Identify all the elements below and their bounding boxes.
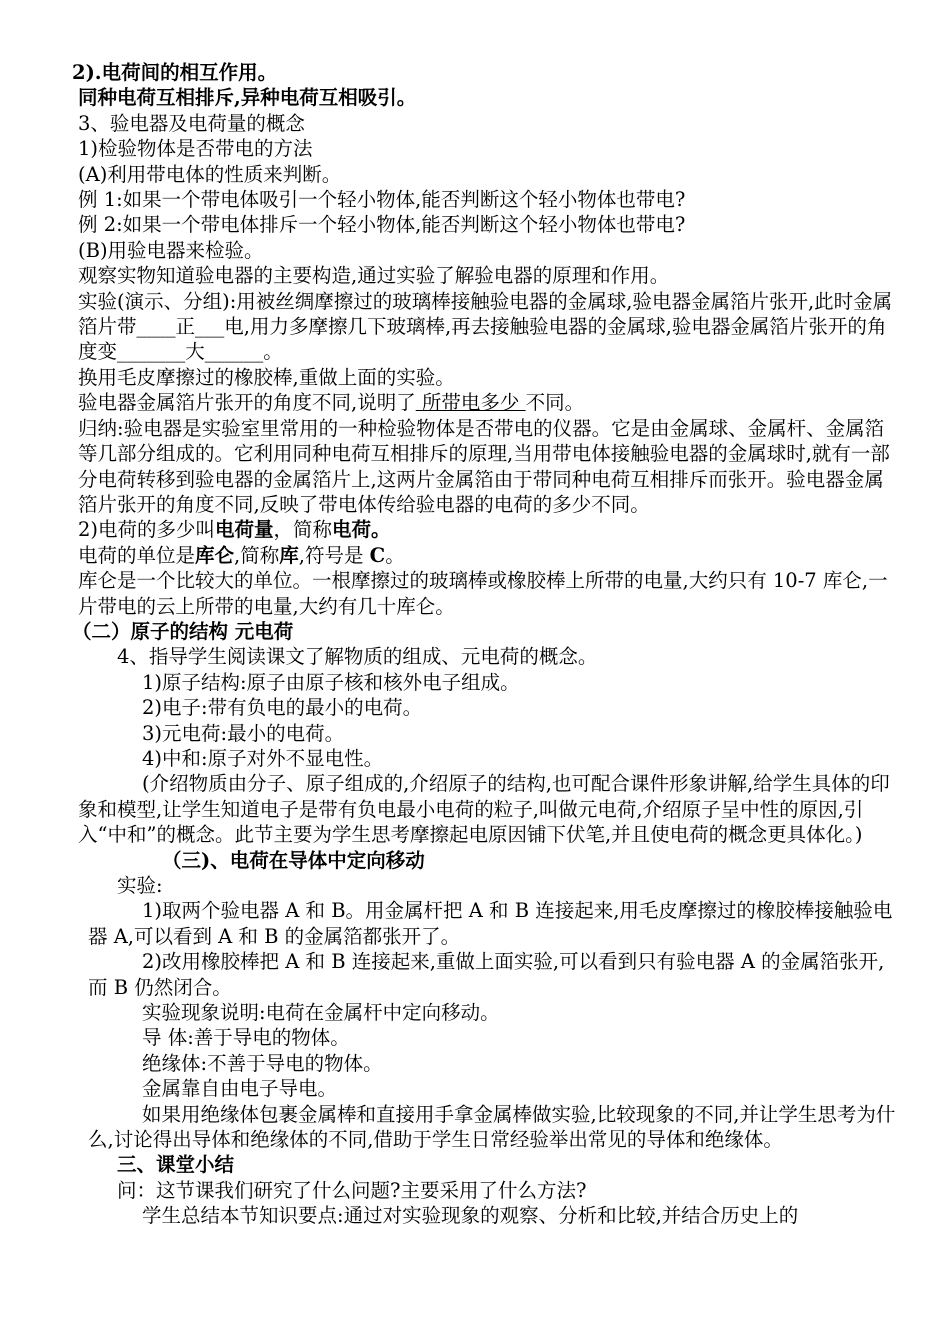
fact-metal-conduction: 金属靠自由电子导电。 [142,1077,338,1101]
text-span: 不同。 [525,391,585,415]
item-method-a: (A)利用带电体的性质来判断。 [78,162,342,186]
blank-answer-positive: ____正___ [136,315,225,339]
experiment-step-2: 2)改用橡胶棒把 A 和 B 连接起来,重做上面实验,可以看到只有验电器 A 的金属箔张开,而 B 仍然闭合。 [88,950,885,999]
paragraph-intro-note: (介绍物质由分子、原子组成的,介绍原子的结构,也可配合课件形象讲解,给学生具体的印象和模型,让学生知道电子是带有负电最小电荷的粒子,叫做元电荷,介绍原子呈中性的原因,引入“中和”的概念。此节主要为学生思考摩擦起电原因铺下伏笔,并且使电荷的概念更具体化。) [78,772,890,847]
rule-like-unlike-charges: 同种电荷互相排斥,异种电荷互相吸引。 [78,86,417,110]
item-elementary-charge: 3)元电荷:最小的电荷。 [142,721,345,745]
text-span: 电荷的单位是 [78,543,196,567]
definition-conductor: 导 体:善于导电的物体。 [142,1026,350,1050]
item-electron: 2)电子:带有负电的最小的电荷。 [142,696,423,720]
subheading-charge-interaction: 2).电荷间的相互作用。 [72,61,278,84]
blank-answer-larger: _______大______ [117,340,264,364]
label-experiment: 实验: [117,874,163,897]
paragraph-experiment-glass-rod [72,289,902,365]
term-charge-quantity: 电荷量 [215,518,274,542]
text-span: 2)电荷的多少叫 [78,518,216,542]
paragraph-angle-difference [72,390,902,415]
text-span: 电,用力多摩擦几下玻璃棒,再去接触验电器的金属球,验电器金属箔片张开的角度变 [78,315,887,364]
text-span: ，简称 [273,518,333,542]
example-1: 例 1:如果一个带电体吸引一个轻小物体,能否判断这个轻小物体也带电? [78,188,686,212]
paragraph-charge-quantity [72,517,902,542]
text-span: ,符号是 [298,543,370,567]
paragraph-student-summary: 学生总结本节知识要点:通过对实验现象的观察、分析和比较,并结合历史上的 [142,1204,799,1228]
heading-atom-structure: （二）原子的结构 元电荷 [72,619,294,643]
definition-insulator: 绝缘体:不善于导电的物体。 [142,1051,383,1075]
question-summary: 问：这节课我们研究了什么问题?主要采用了什么方法? [117,1178,587,1202]
text-span: 。 [263,340,283,364]
paragraph-rubber-rod: 换用毛皮摩擦过的橡胶棒,重做上面的实验。 [78,365,455,389]
item-check-charge-method: 1)检验物体是否带电的方法 [78,137,313,161]
text-span: ,简称 [234,543,280,567]
example-2: 例 2:如果一个带电体排斥一个轻小物体,能否判断这个轻小物体也带电? [78,213,686,237]
term-charge: 电荷。 [332,518,391,542]
symbol-c: C [369,543,386,567]
section-electroscope: 3、验电器及电荷量的概念 [78,111,305,135]
text-span: 验电器金属箔片张开的角度不同,说明了 [78,391,416,415]
paragraph-observe-electroscope: 观察实物知道验电器的主要构造,通过实验了解验电器的原理和作用。 [78,264,670,288]
item-neutralization: 4)中和:原子对外不显电性。 [142,746,384,770]
paragraph-summary-electroscope: 归纳:验电器是实验室里常用的一种检验物体是否带电的仪器。它是由金属球、金属杆、金属箔等几部分组成的。它利用同种电荷互相排斥的原理,当用带电体接触验电器的金属球时,就有一部分电荷转移到验电器的金属箔片上,这两片金属箔由于带同种电荷互相排斥而张开。验电器金属箔片张开的角度不同,反映了带电体传给验电器的电荷的多少不同。 [78,416,890,516]
heading-charge-movement: （三)、电荷在导体中定向移动 [162,848,425,872]
text-span: 实验(演示、分组):用被丝绸摩擦过的玻璃棒接触验电器的金属球,验电器金属箔片张开,此时金属箔片带 [78,289,893,339]
experiment-conclusion: 实验现象说明:电荷在金属杆中定向移动。 [142,1001,500,1025]
item-atom-structure: 1)原子结构:原子由原子核和核外电子组成。 [142,670,520,694]
paragraph-insulator-experiment: 如果用绝缘体包裹金属棒和直接用手拿金属棒做实验,比较现象的不同,并让学生思考为什么,讨论得出导体和绝缘体的不同,借助于学生日常经验举出常见的导体和绝缘体。 [88,1102,896,1152]
item-4-guide-reading: 4、指导学生阅读课文了解物质的组成、元电荷的概念。 [117,645,598,669]
paragraph-coulomb-magnitude: 库仑是一个比较大的单位。一根摩擦过的玻璃棒或橡胶棒上所带的电量,大约只有 10-7 库仑,一片带电的云上所带的电量,大约有几十库仑。 [78,569,888,618]
document-page [72,60,902,1229]
term-ku: 库 [279,543,299,567]
item-method-b: (B)用验电器来检验。 [78,238,264,262]
heading-class-summary: 三、课堂小结 [117,1153,235,1177]
paragraph-charge-unit [72,543,902,568]
text-span: 。 [385,543,405,567]
experiment-step-1: 1)取两个验电器 A 和 B。用金属杆把 A 和 B 连接起来,用毛皮摩擦过的橡胶棒接触验电器 A,可以看到 A 和 B 的金属箔都张开了。 [88,899,893,948]
term-coulomb: 库仑 [195,543,235,567]
underlined-answer: 所带电多少 [415,391,526,415]
